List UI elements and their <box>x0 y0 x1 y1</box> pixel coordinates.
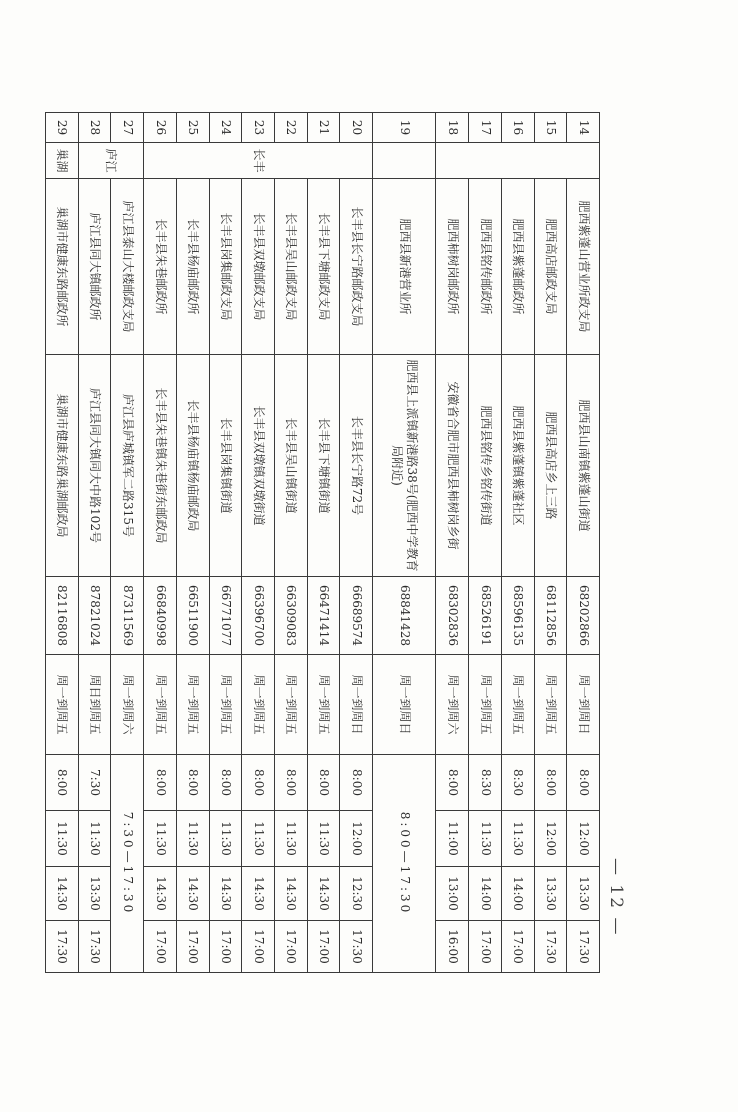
office-name: 长丰县双墩邮政支局 <box>242 179 275 355</box>
office-phone: 68302836 <box>436 577 469 655</box>
office-phone: 66309083 <box>275 577 308 655</box>
row-number: 20 <box>340 113 373 143</box>
row-number: 15 <box>534 113 567 143</box>
open-time: 8:00 <box>436 755 469 811</box>
office-address: 庐江县同大镇同大中路102号 <box>78 355 111 577</box>
close-time: 17:00 <box>242 921 275 973</box>
open-time: 8:00 <box>242 755 275 811</box>
office-address: 安徽省合肥市肥西县柿树岗乡街 <box>436 355 469 577</box>
row-number: 17 <box>469 113 502 143</box>
lunch-end: 14:30 <box>242 867 275 921</box>
table-row <box>534 113 567 973</box>
business-hours-merged: 7:30—17:30 <box>111 755 144 973</box>
office-phone: 68596135 <box>501 577 534 655</box>
open-time: 8:00 <box>534 755 567 811</box>
office-name: 肥西高店邮政支局 <box>534 179 567 355</box>
close-time: 17:00 <box>144 921 177 973</box>
office-days: 周一到周五 <box>209 655 242 755</box>
close-time: 17:00 <box>176 921 209 973</box>
open-time: 8:00 <box>176 755 209 811</box>
table-row <box>373 113 436 973</box>
office-phone: 82116808 <box>46 577 79 655</box>
table-row <box>340 113 373 973</box>
office-name: 肥西紫蓬山营业所政支局 <box>567 179 600 355</box>
lunch-start: 11:30 <box>469 811 502 867</box>
office-days: 周一到周五 <box>144 655 177 755</box>
office-phone: 87821024 <box>78 577 111 655</box>
row-number: 24 <box>209 113 242 143</box>
office-address: 肥西县山南镇紫蓬山街道 <box>567 355 600 577</box>
table-row <box>144 113 177 973</box>
lunch-end: 14:30 <box>144 867 177 921</box>
row-number: 29 <box>46 113 79 143</box>
lunch-end: 14:00 <box>469 867 502 921</box>
row-number: 25 <box>176 113 209 143</box>
lunch-end: 12:30 <box>340 867 373 921</box>
office-address: 长丰县杨庙镇杨庙邮政局 <box>176 355 209 577</box>
open-time: 8:30 <box>501 755 534 811</box>
post-office-schedule-table <box>45 112 600 973</box>
table-row <box>176 113 209 973</box>
office-days: 周一到周五 <box>242 655 275 755</box>
office-name: 长丰县杨庙邮政所 <box>176 179 209 355</box>
lunch-end: 14:30 <box>46 867 79 921</box>
office-days: 周日到周五 <box>78 655 111 755</box>
open-time: 8:00 <box>144 755 177 811</box>
open-time: 8:00 <box>340 755 373 811</box>
row-number: 18 <box>436 113 469 143</box>
office-address: 长丰县吴山镇街道 <box>275 355 308 577</box>
office-name: 庐江县同大镇邮政所 <box>78 179 111 355</box>
lunch-end: 13:30 <box>534 867 567 921</box>
office-address: 长丰县岗集镇街道 <box>209 355 242 577</box>
lunch-end: 13:30 <box>567 867 600 921</box>
office-name: 肥西县铭传邮政所 <box>469 179 502 355</box>
close-time: 17:30 <box>46 921 79 973</box>
table-row <box>78 113 111 973</box>
office-days: 周一到周五 <box>307 655 340 755</box>
table-row <box>307 113 340 973</box>
office-days: 周一到周五 <box>46 655 79 755</box>
office-days: 周一到周五 <box>176 655 209 755</box>
row-number: 21 <box>307 113 340 143</box>
table-row <box>275 113 308 973</box>
open-time: 8:00 <box>209 755 242 811</box>
office-name: 肥西县紫蓬邮政所 <box>501 179 534 355</box>
lunch-end: 14:30 <box>307 867 340 921</box>
office-days: 周一到周日 <box>567 655 600 755</box>
office-phone: 66396700 <box>242 577 275 655</box>
table-row <box>209 113 242 973</box>
office-address: 长丰县下塘镇街道 <box>307 355 340 577</box>
close-time: 17:00 <box>275 921 308 973</box>
office-address: 肥西县高店乡上三路 <box>534 355 567 577</box>
lunch-end: 13:00 <box>436 867 469 921</box>
office-phone: 66689574 <box>340 577 373 655</box>
office-name: 巢湖市健康东路邮政所 <box>46 179 79 355</box>
office-name: 长丰县下塘邮政支局 <box>307 179 340 355</box>
office-days: 周一到周五 <box>534 655 567 755</box>
office-address: 长丰县朱巷镇朱巷街东邮政局 <box>144 355 177 577</box>
page-number: — 12 — <box>606 858 626 937</box>
row-number: 23 <box>242 113 275 143</box>
office-days: 周一到周六 <box>436 655 469 755</box>
close-time: 17:30 <box>534 921 567 973</box>
row-number: 27 <box>111 113 144 143</box>
lunch-start: 12:00 <box>340 811 373 867</box>
open-time: 8:00 <box>567 755 600 811</box>
region-cell <box>373 143 436 179</box>
lunch-end: 13:30 <box>78 867 111 921</box>
office-name: 长丰县朱巷邮政所 <box>144 179 177 355</box>
lunch-start: 11:30 <box>176 811 209 867</box>
row-number: 19 <box>373 113 436 143</box>
row-number: 28 <box>78 113 111 143</box>
close-time: 17:30 <box>567 921 600 973</box>
region-cell <box>436 143 600 179</box>
close-time: 17:00 <box>307 921 340 973</box>
lunch-end: 14:30 <box>176 867 209 921</box>
table-row <box>436 113 469 973</box>
table-row <box>46 113 79 973</box>
lunch-start: 12:00 <box>567 811 600 867</box>
open-time: 8:00 <box>307 755 340 811</box>
table-row <box>242 113 275 973</box>
office-address: 长丰县双墩镇双墩街道 <box>242 355 275 577</box>
lunch-start: 11:30 <box>501 811 534 867</box>
lunch-start: 11:30 <box>242 811 275 867</box>
close-time: 17:00 <box>501 921 534 973</box>
open-time: 8:30 <box>469 755 502 811</box>
lunch-end: 14:30 <box>275 867 308 921</box>
open-time: 8:00 <box>275 755 308 811</box>
region-chaohu: 巢湖 <box>46 143 79 179</box>
close-time: 17:30 <box>340 921 373 973</box>
lunch-start: 11:30 <box>307 811 340 867</box>
table-row <box>567 113 600 973</box>
lunch-start: 11:30 <box>78 811 111 867</box>
region-changfeng: 长丰 <box>144 143 373 179</box>
lunch-start: 12:00 <box>534 811 567 867</box>
row-number: 16 <box>501 113 534 143</box>
office-address: 肥西县紫蓬镇紫蓬社区 <box>501 355 534 577</box>
office-days: 周一到周五 <box>469 655 502 755</box>
office-address: 肥西县铭传乡铭传街道 <box>469 355 502 577</box>
lunch-start: 11:30 <box>275 811 308 867</box>
office-phone: 66471414 <box>307 577 340 655</box>
office-phone: 87311569 <box>111 577 144 655</box>
lunch-start: 11:30 <box>46 811 79 867</box>
close-time: 17:00 <box>469 921 502 973</box>
office-phone: 68202866 <box>567 577 600 655</box>
lunch-start: 11:30 <box>144 811 177 867</box>
open-time: 7:30 <box>78 755 111 811</box>
lunch-start: 11:30 <box>209 811 242 867</box>
row-number: 22 <box>275 113 308 143</box>
office-days: 周一到周日 <box>340 655 373 755</box>
office-name: 肥西县新港营业所 <box>373 179 436 355</box>
table-row <box>111 113 144 973</box>
close-time: 17:30 <box>78 921 111 973</box>
office-phone: 68841428 <box>373 577 436 655</box>
office-days: 周一到周五 <box>275 655 308 755</box>
table-row <box>469 113 502 973</box>
office-phone: 68112856 <box>534 577 567 655</box>
lunch-start: 11:00 <box>436 811 469 867</box>
office-days: 周一到周六 <box>111 655 144 755</box>
office-phone: 66840998 <box>144 577 177 655</box>
business-hours-merged: 8:00—17:30 <box>373 755 436 973</box>
office-phone: 68526191 <box>469 577 502 655</box>
office-days: 周一到周五 <box>501 655 534 755</box>
office-address: 庐江县庐城镇军二路315号 <box>111 355 144 577</box>
office-phone: 66511900 <box>176 577 209 655</box>
office-name: 长丰县岗集邮政支局 <box>209 179 242 355</box>
office-name: 庐江县泰山大楼邮政支局 <box>111 179 144 355</box>
office-phone: 66771077 <box>209 577 242 655</box>
office-address: 肥西县上派镇新港路38号(肥西中学教育局附近) <box>373 355 436 577</box>
office-name: 肥西柿树岗邮政所 <box>436 179 469 355</box>
lunch-end: 14:00 <box>501 867 534 921</box>
rotated-table-container <box>45 112 600 972</box>
close-time: 17:00 <box>209 921 242 973</box>
region-lujiang: 庐江 <box>78 143 143 179</box>
office-address: 巢湖市健康东路巢湖邮政局 <box>46 355 79 577</box>
close-time: 16:00 <box>436 921 469 973</box>
row-number: 14 <box>567 113 600 143</box>
office-name: 长丰县长宁路邮政支局 <box>340 179 373 355</box>
office-days: 周一到周日 <box>373 655 436 755</box>
open-time: 8:00 <box>46 755 79 811</box>
row-number: 26 <box>144 113 177 143</box>
lunch-end: 14:30 <box>209 867 242 921</box>
office-address: 长丰县长宁路72号 <box>340 355 373 577</box>
table-row <box>501 113 534 973</box>
office-name: 长丰县吴山邮政支局 <box>275 179 308 355</box>
